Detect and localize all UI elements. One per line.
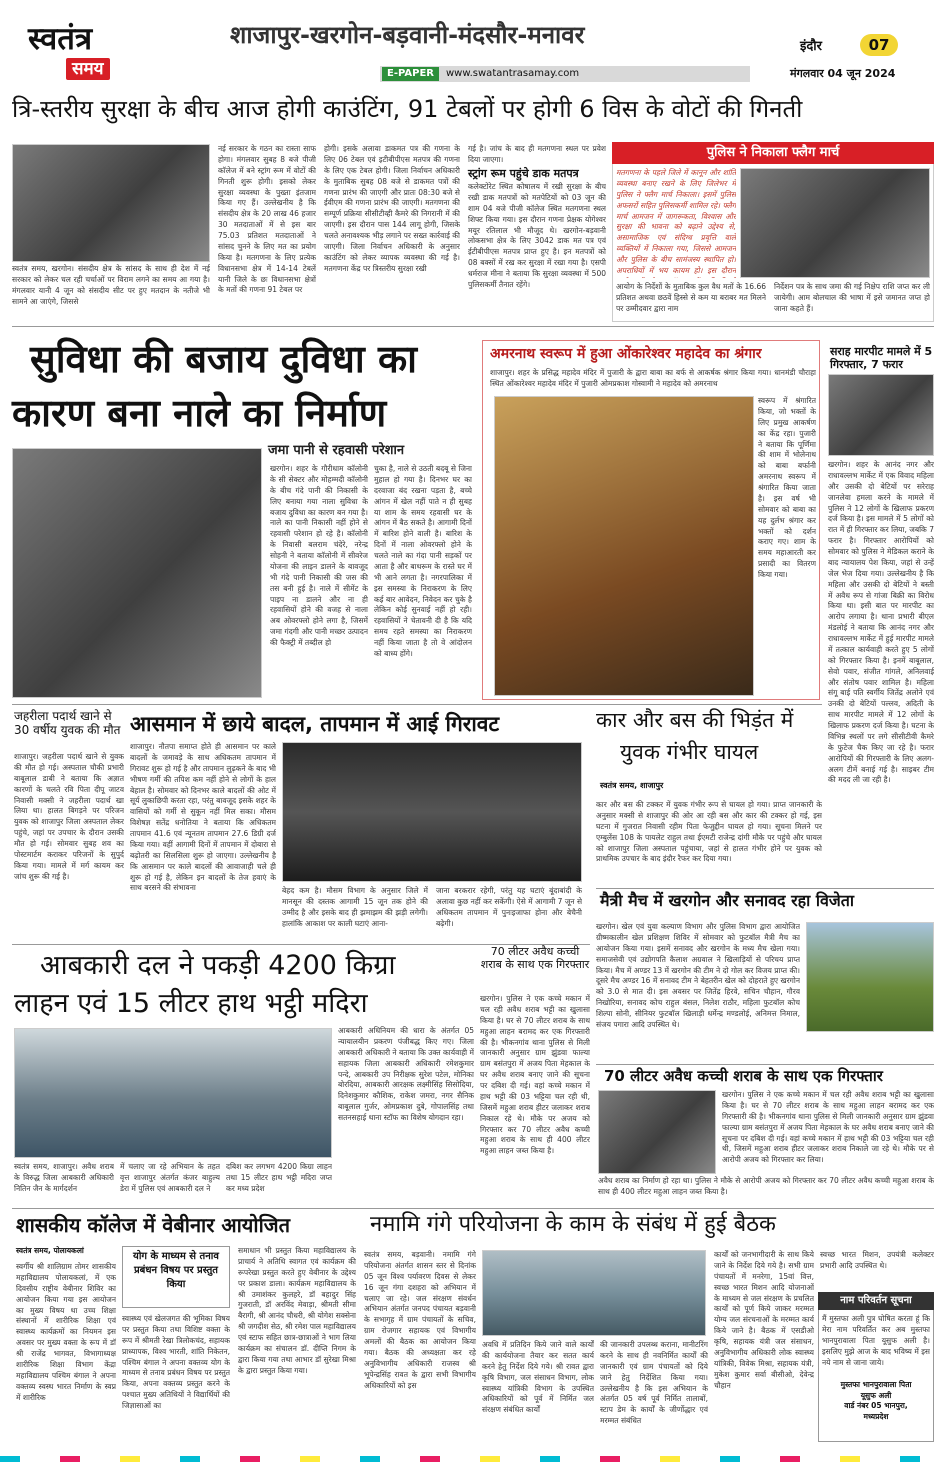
story11-photo	[598, 1090, 716, 1174]
color-marks	[0, 1456, 945, 1462]
story7-text: कार और बस की टक्कर में युवक गंभीर रूप से घायल हो गया। प्राप्त जानकारी के अनुसार मक्सी से शाजापुर की ओर आ रही बस और कार की टक्कर हो गई, इस घटना में गुजरात निवासी रहीम पिता फेजुद्दीन घायल हो गया। सूचना मिलने पर एम्बुलेंस 108 के पायलेट राहुल तथा ईएमटी राजेन्द्र दांगी मौके पर पहुंचे और घायल को शाजापुर जिला अस्पताल पहुंचाया, जहां से हालत गंभीर होने पर युवक को प्राथमिक उपचार के बाद इंदौर रैफर कर दिया गया।	[596, 800, 822, 864]
story7-headline-line2: युवक गंभीर घायल	[620, 740, 759, 764]
story4-text: खरगोन। शहर के आनंद नगर और राधावल्लभ मार्केट में एक विवाद महिला और उसकी दो बेटियों पर सरेराह जानलेवा हमला करने के मामले में पुलिस ने 12 लोगों के खिलाफ प्रकरण दर्ज किया है। इस मामले में 5 लोगों को रात में ही गिरफ्तार कर लिया, जबकि 7 फरार है। गिरफ्तार आरोपियों को सोमवार को पुलिस ने मेडिकल कराने के बाद न्यायालय पेश किया, जहां से उन्हें जेल भेज दिया गया। उल्लेखनीय है कि महिला और उसकी दो बेटियों ने बस्ती में अवैध रूप से गांजा बिक्री का विरोध किया था। इसी बात पर मारपीट का आरोप लगाया है। थाना प्रभारी बीएल मंडलोई ने बताया कि आनंद नगर और राधावल्लभ मार्केट में हुई मारपीट मामले में तत्काल कार्यवाही करते हुए 5 लोगों को गिरफ्तार किया है। इनमें बाबूलाल, सेवो पवार, संजीत गांगले, अनिलवाई और संतोष पवार शामिल है। महिला संगू बाई पति स्वर्गीय जितेंद्र अलोने एवं उनकी दो बेटियों पल्लव, अदिती के साथ मारपीट मामले में 12 लोगों के खिलाफ प्रकरण दर्ज किया है। घटना के विभिन्न स्थलों पर लगे सीसीटीवी कैमरे के फुटेज चैक किए जा रहे है। फरार आरोपियों की गिरफ्तारी के लिए अलग-अलग टीमें बनाई गई है। साइबर टीम की मदद ली जा रही है।	[828, 460, 934, 785]
signature-line: वार्ड नंबर 05 भानपुरा,	[844, 1401, 908, 1410]
edition-title: शाजापुर-खरगोन-बड़वानी-मंदसौर-मनावर	[230, 21, 585, 49]
story7-headline-line1: कार और बस की भिड़ंत में	[596, 708, 794, 732]
signature-line: यूसुफ अली	[860, 1390, 892, 1400]
story4-photo	[828, 374, 934, 456]
story6-col1: शाजापुर। नौतपा समाप्त होते ही आसमान पर काले बादलों के जमावड़े के साथ अधिकतम तापमान में गिरावट शुरू हो गई है और तापमान लुढ़कने के बाद भी भीषण गर्मी की तपिश कम नहीं होने से लोगों के हाल बेहाल है। सोमवार को दिनभर काले बादलों की ओट में सूर्य लुकाछिपी करता रहा, परंतु बावजूद इसके शहर के वासियों को गर्मी से सुकून नहीं मिल सका। मौसम विशेषज्ञ सतेंद्र धनोतिया ने बताया कि अधिकतम तापमान 41.6 एवं न्यूनतम तापमान 27.6 डिग्री दर्ज किया गया। वहीं आगामी दिनों में तापमान में दोबारा से बढ़ोतरी का सिलसिला शुरू हो जाएगा। उल्लेखनीय है कि आसमान पर काले बादलों की आवाजाही चले ही शुरू हो गई है, लेकिन इन बादलों के तेज हवाएं के साथ बरसने की संभावना	[130, 742, 276, 893]
story10-text: खरगोन। पुलिस ने एक कच्चे मकान में चल रही अवैध शराब भट्टी का खुलासा किया है। घर से 70 लीटर शराब के साथ महुआ लाहन बरामद कर एक गिरफ्तारी की है। भीकनगांव थाना पुलिस से मिली जानकारी अनुसार ग्राम झुंडवा फाल्या ग्राम बसंतपुरा में अजय पिता मेहकाल के घर अवैध शराब बनाए जाने की सूचना पर दबिश दी गई। वहां कच्चे मकान में हाथ भट्टी की 03 भट्टिया चल रही थी, जिसमें महुआ शराब हीटर जलाकर शराब निकाल रहे थे। मौके पर अजय को गिरफ्तार कर 70 लीटर अवैध कच्ची महुआ शराब के साथ ही 400 लीटर महुआ लाहन जब्त किया है।	[480, 994, 590, 1156]
story8-photo	[806, 922, 934, 1032]
police-box-photo	[740, 168, 930, 278]
story1-caption: स्वतंत्र समय, खरगोन। संसदीय क्षेत्र के सांसद के साथ ही देश में नई सरकार को लेकर चल रही चर्चाओं पर विराम लगने का समय आ गया है। मंगलवार यानी 4 जून को संसदीय सीट पर हुए मतदान के नतीजे भी सामने आ जाएंगे, जिससे	[12, 264, 210, 306]
police-box-text: मतगणना के पहले जिले में कानून और शांति व्यवस्था बनाए रखने के लिए जिलेभर में पुलिस ने फ्लैग मार्च निकाला। इसमें पुलिस अफसरों सहित पुलिसकर्मी शामिल रहे। फ्लैग मार्च आमजन में जागरूकता, विश्वास और सुरक्षा की भावना को बढ़ाने उद्देश्य से, असामाजिक एवं संदिग्ध प्रवृत्ति वाले व्यक्तियों में निकाला गया, जिससे आमजन और पुलिस के बीच सामंजस्य स्थापित हो। अपराधियों में भय कायम हो। इस दौरान	[616, 168, 736, 275]
story8-text: खरगोन। खेल एवं युवा कल्याण विभाग और पुलिस विभाग द्वारा आयोजित ग्रीष्मकालीन खेल प्रशिक्षण शिविर में सोमवार को फुटबॉल मैत्री मैच का आयोजन किया गया। इसमें सनावद और खरगोन के मध्य मैच खेला गया। समाजसेवी एवं उद्योगपति कैलाश अग्रवाल ने खिलाड़ियों से परिचय प्राप्त किया। मैच में अण्डर 13 में खरगोन की टीम ने दो गोल कर विजय प्राप्त की। दूसरे मैच अण्डर 16 में सनावद टीम ने बेहतरीन खेल को दोहराते हुए खरगोन को 3.0 से मात दी। इस अवसर पर जितेंद्र हिरवे, सचिन चौहान, गौरव निखोरिया, सनावद कोच राहुल बंसल, निलेश राठौर, महिला फुटबॉल कोच शिल्पा सोनी, सीनियर फुटबॉल खिलाड़ी धर्मेन्द्र मण्डलोई, अनिमत्त निमाल, संजय पगारा आदि उपस्थित थे।	[596, 922, 800, 1029]
logo[interactable]	[28, 22, 158, 84]
story1-col2: नई सरकार के गठन का रास्ता साफ होगा। मंगलवार सुबह 8 बजे पीजी कॉलेज में बने स्ट्रांग रूम में वोटों की गिनती शुरू होगी। इसको लेकर सुरक्षा व्यवस्था के पुख्ता इंतजाम किया गए हैं। उल्लेखनीय है कि संसदीय क्षेत्र के 20 लाख 46 हजार 30 मतदाताओं में से इस बार 75.03 प्रतिशत मतदाताओं ने सांसद चुनने के लिए मत का प्रयोग किया है। मतगणना के लिए प्रत्येक विधानसभा क्षेत्र में 14-14 टेबलें यानी जिले के छः विधानसभा क्षेत्रों के मतों की गणना 91 टेबल पर	[218, 144, 316, 295]
divider	[12, 704, 822, 705]
story7-byline: स्वतंत्र समय, शाजापुर	[600, 781, 664, 790]
story12-byline: स्वतंत्र समय, पोलायकलां	[16, 1246, 84, 1255]
story3-side: स्वरूप में श्रंगारित किया, जो भक्तों के लिए प्रमुख आकर्षण का केंद्र रहा। पुजारी ने बताया कि पूर्णिमा की शाम में भोलेनाथ को बाबा बर्फानी अमरनाथ स्वरूप में श्रंगारित किया जाता है। इस वर्ष भी सोमवार को बाबा का यह दुर्लभ श्रंगार कर भक्तों को दर्शन कराए गए। शाम के समय महाआरती कर प्रसादी का वितरण किया गया।	[758, 396, 816, 579]
divider	[596, 1064, 934, 1065]
story3-photo	[494, 396, 754, 696]
story11-headline: 70 लीटर अवैध कच्ची शराब के साथ एक गिरफ्तार	[604, 1067, 883, 1085]
story1-headline: त्रि-स्तरीय सुरक्षा के बीच आज होगी काउंटिंग, 91 टेबलों पर होगी 6 विस के वोटों की गिनती	[12, 95, 803, 123]
story13-col5: स्वच्छ भारत मिशन, उपयंत्री कलेक्टर प्रभारी आदि उपस्थित थे।	[820, 1250, 934, 1270]
story12-box-title: योग के माध्यम से तनाव प्रबंधन विषय पर प्रस्तुत किया	[133, 1251, 219, 1290]
story11-caption: अवैध शराब का निर्माण हो रहा था। पुलिस ने मौके से आरोपी अजय को गिरफ्तार कर 70 लीटर अवैध कच्ची महुआ शराब के साथ ही 400 लीटर महुआ लाहन जब्त किया है।	[598, 1176, 934, 1196]
police-box-col2: निर्देशन पत्र के साथ जमा की गई निक्षेप राशि जप्त कर ली जायेगी। आम बोलचाल की भाषा में इसे जमानत जप्त हो जाना कहते हैं।	[774, 282, 930, 313]
story8-headline: मैत्री मैच में खरगोन और सनावद रहा विजेता	[600, 891, 855, 910]
divider	[12, 326, 934, 327]
story6-col3: जाना बरकरार रहेगी, परंतु यह घटाएं बूंदाबांदी के अलावा कुछ नहीं कर सकेंगी। ऐसे में आगामी 7 जून से अधिकतम तापमान में पुनःइजाफा होना और बेचैनी बढ़ेगी।	[436, 886, 582, 928]
story6-col2: बेहद कम है। मौसम विभाग के अनुसार जिले में मानसून की दस्तक आगामी 15 जून तक होने की उम्मीद है और इसके बाद ही झमाझम की झड़ी लगेगी। हालांकि आकाश पर काली घटाएं आना-	[282, 886, 428, 928]
signature-line: मध्यप्रदेश	[863, 1411, 889, 1421]
story2-photo	[12, 448, 262, 698]
story9-caption-b: में चलाए जा रहे अभियान के तहत वृत्त शाजापुर अंतर्गत कंजर बाहुल्य डेरा में पुलिस एवं आबकारी दल ने	[120, 1162, 220, 1193]
epaper-label: E-PAPER	[382, 67, 439, 81]
story10-headline: 70 लीटर अवैध कच्ची शराब के साथ एक गिरफ्तार	[480, 945, 590, 971]
story9-photo	[14, 1028, 332, 1158]
story4-headline: सराह मारपीट मामले में 5 गिरफ्तार, 7 फरार	[830, 345, 933, 371]
story3-intro: शाजापुर। शहर के प्रसिद्ध महादेव मंदिर में पुजारी के द्वारा बाबा का बर्फ से आकर्षक श्रंगार किया गया। धानमंडी चौराहा स्थित ओंकारेश्वर महादेव मंदिर में पुजारी ओमप्रकाश गोस्वामी ने महादेव को अमरनाथ	[490, 368, 816, 388]
story1-photo	[12, 144, 210, 262]
divider	[12, 1208, 934, 1209]
police-box-col1: आयोग के निर्देशों के मुताबिक कुल वैध मतों के 16.66 प्रतिशत अथवा छठवें हिस्से से कम या बराबर मत मिलने पर उम्मीदवार द्वारा नाम	[616, 282, 766, 313]
site-url[interactable]: www.swatantrasamay.com	[446, 68, 580, 79]
story1-col4: कलेक्टोरेट स्थित कोषालय में रखी सुरक्षा के बीच रखी डाक मतपत्रों को मतपेटियों को 03 जून की शाम 04 बजे पीजी कॉलेज स्थित मतगणना स्थल शिफ्ट किया गया। इस दौरान गणना प्रेक्षक योगेश्वर मयूर रतिलाल भी मौजूद थे। खरगोन-बड़वानी लोकसभा क्षेत्र के लिए 3042 डाक मत पत्र एवं ईटीबीपीएस मतपत्र प्राप्त हुए है। इन मतपत्रों को 08 बक्सों में रख कर सुरक्षा में रखा गया है। एसपी धर्मराज मीना ने बताया कि सुरक्षा व्यवस्था में 500 पुलिसकर्मी तैनात रहेंगे।	[468, 182, 606, 289]
story12-col1: स्वर्गीय श्री शालिग्राम तोमर शासकीय महाविद्यालय पोलायकलां, में एक दिवसीय राष्ट्रीय वेबीनार शिविर का आयोजन किया गया इस आयोजन का मुख्य विषय था उच्च शिक्षा संस्थानों में शारीरिक शिक्षा एवं स्वास्थ्य कार्यक्रमों का नियमन इस अवसर पर मुख्य वक्ता के रूप में डॉ श्री राजेंद्र भागवत, विभागाध्यक्ष शारीरिक शिक्षा विभाग केंद्रा महाविद्यालय पश्चिम बंगाल ने अपना वक्तव्य स्वस्थ भारत निर्माण के स्वप्न में शारीरिक	[16, 1262, 116, 1402]
name-change-title: नाम परिवर्तन सूचना	[818, 1292, 934, 1310]
story13-col4: कार्यों को जनभागीदारी के साथ किये जाने के निर्देश दिये गये है। सभी ग्राम पंचायतों में मनरेगा, 15वां वित्त, स्वच्छ भारत मिशन आदि योजनाओं के माध्यम से जल संरक्षण के प्रचलित कार्यों को पूर्ण किये जाकर मरम्मत योग्य जल संरचनाओं के मरम्मत कार्य किये जाने है। बैठक में एसडीओ कृषि, सहायक यंत्री जल संसाधन, अनुविभागीय अधिकारी लोक स्वास्थ्य यांत्रिकी, विवेक मिश्रा, सहायक यंत्री, मुकेश कुमार सर्वा बीसीओ, देवेन्द्र चौहान	[714, 1250, 814, 1390]
logo-bottom: समय	[66, 58, 110, 80]
story2-headline-line1: सुविधा की बजाय दुविधा का	[30, 337, 417, 381]
story1-subhead: स्ट्रांग रूम पहुंचे डाक मतपत्र	[468, 167, 579, 180]
story12-col3: समाधान भी प्रस्तुत किया महाविद्यालय के प्राचार्य ने अतिथि स्वागत एवं कार्यक्रम की रूपरेखा प्रस्तुत करते हुए वेबीनार के उद्देश्य पर प्रकाश डाला। कार्यक्रम महाविद्यालय के श्री उमाशंकर कुलहरे, डॉ बहादुर सिंह गुजराती, डॉ अरविंद मेवाड़ा, श्रीमती सीमा बैरागी, श्री आनंद चौधरी, श्री योगेश सक्सेना श्री जगदीश सेठ, श्री रमेश पाल महाविद्यालय एवं स्टाफ सहित छात्र-छात्राओं ने भाग लिया कार्यक्रम का संचालन डॉ. दीप्ति निगम के द्वारा किया गया तथा आभार डॉ सुरेखा मिश्रा के द्वारा प्रस्तुत किया गया।	[238, 1246, 356, 1375]
story13-col2: अवधि में प्रतिदिन किये जाने वाले कार्यों की कार्ययोजना तैयार कर सतत कार्य करने हेतु निर्देश दिये गये। श्री रावत द्वारा कृषि विभाग, जल संसाधन विभाग, लोक स्वास्थ्य यांत्रिकी विभाग के उपस्थित अधिकारियों को पूर्व में निर्मित जल संरक्षण संबंधित कार्यों	[482, 1340, 594, 1415]
story9-headline-line2: लाहन एवं 15 लीटर हाथ भट्ठी मदिरा	[14, 988, 368, 1019]
story2-col2: चुका है, नाले से उठती बदबू से जिना मुहाल हो गया है। दिनभर घर का दरवाजा बंद रखना पड़ता है, बच्चे आंगन में खेल नहीं पाते न ही सुबह या शाम के समय रहवासी घर के आंगन में बैठ सकते है। आगामी दिनों में बारिश होने वाली है। बारिश के दिनों में नाला ओवरफ्लो होने के चलते नाले का गंदा पानी सड़कों पर आता है और बाथरूम के रास्ते घर में भी आने लगता है। नगरपालिका में इस समस्या के निराकरण के लिए कई बार आवेदन, निवेदन कर चुके है लेकिन कोई सुनवाई नहीं हो रही। रहवासियों ने चेतावनी दी है कि यदि समय रहते समस्या का निराकरण नहीं किया जाता है तो वे आंदोलन को बाध्य होंगे।	[374, 464, 472, 658]
story13-photo	[482, 1250, 706, 1336]
story12-headline: शासकीय कॉलेज में वेबीनार आयोजित	[16, 1213, 291, 1237]
story5-text: शाजापुर। जहरीला पदार्थ खाने से युवक की मौत हो गई। अस्पताल चौकी प्रभारी बाबूलाल डाबी ने बताया कि अज्ञात कारणों के चलते रवि पिता दीपू जाटव निवासी मक्सी ने जहरीला पदार्थ खा लिया था। हालत बिगड़ने पर परिजन युवक को शाजापुर जिला अस्पताल लेकर पहुंचे, जहां पर उपचार के दौरान उसकी मौत हो गई। सोमवार सुबह शव का पोस्टमार्टम कराकर परिजनों के सुपुर्द किया गया। मामले में मर्ग कायम कर जांच शुरू की गई है।	[14, 752, 124, 881]
name-change-signature	[822, 1380, 930, 1422]
story6-photo	[282, 742, 582, 882]
story2-subhead: जमा पानी से रहवासी परेशान	[268, 443, 405, 458]
logo-top: स्वतंत्र	[28, 21, 93, 57]
police-box-title: पुलिस ने निकाला फ्लैग मार्च	[612, 142, 934, 164]
story9-caption-c: दबिश कर लगभग 4200 किग्रा लाहन तथा 15 लीटर हाथ भट्ठी मदिरा जप्त कर मध्य प्रदेश	[226, 1162, 332, 1193]
story3-headline: अमरनाथ स्वरूप में हुआ ओंकारेश्वर महादेव का श्रंगार	[490, 346, 762, 362]
signature-line: मुस्तफा भानपुरावाला पिता	[840, 1380, 912, 1389]
story6-headline: आसमान में छाये बादल, तापमान में आई गिरावट	[130, 712, 500, 736]
story9-caption-a: स्वतंत्र समय, शाजापुर। अवैध शराब के विरुद्ध जिला आबकारी अधिकारी नितिन जैन के मार्गदर्शन	[14, 1162, 114, 1193]
story13-col3: की जानकारी उपलब्ध कराना, मानीटरिंग करने के साथ ही नवनिर्मित कार्यों की जानकारी एवं ग्राम पंचायतों को दिये जाने हेतु निर्देशित किया गया। उल्लेखनीय है कि इस अभियान के अंतर्गत 05 वर्ष पूर्व निर्मित तालाबों, स्टाप डेम के कार्यों के जीर्णोद्धार एवं मरम्मत संबंधित	[600, 1340, 708, 1426]
divider	[596, 888, 934, 889]
name-change-text: मैं मुस्तफा अली पुत्र घोषित करता हूं कि मेरा नाम परिवर्तित कर अब मुस्तफा भानपुरावाला पिता यूसुफ अली है। इसलिए मुझे आज के बाद भविष्य में इस नये नाम से जाना जाये।	[822, 1314, 930, 1367]
city-label: इंदौर	[800, 39, 822, 54]
story2-headline-line2: कारण बना नाले का निर्माण	[12, 391, 387, 435]
issue-date: मंगलवार 04 जून 2024	[790, 67, 896, 80]
story9-col-right: आबकारी अधिनियम की धारा के अंतर्गत 05 न्यायालयीन प्रकरण पंजीबद्ध किए गए। जिला आबकारी अधिकारी ने बताया कि उक्त कार्यवाही में सहायक जिला आबकारी अधिकारी रमेशकुमार पन्दे, आबकारी उप निरीक्षक सुरेश पटेल, मोनिका बोरदिया, आबकारी आरक्षक लक्ष्मीसिंह सिसोदिया, दिनेशकुमार कौशिक, राकेश जमरा, नगर सैनिक बाबूलाल गुर्जर, ओमप्रकाश दुबे, गोपालसिंह तथा सतनसहाई थाना स्टॉफ का विशेष योगदान रहा।	[338, 1026, 474, 1122]
page-number: 07	[860, 34, 898, 56]
story1-col3: होगी। इसके अलावा डाकमत पत्र की गणना के लिए 06 टेबल एवं इटीबीपीएस मतपत्र की गणना के लिए एक टेबल होगी। जिला निर्वाचन अधिकारी के मुताबिक सुबह 08 बजे से डाकमत पत्रों की गणना प्रारंभ की जाएगी और प्रातः 08:30 बजे से ईवीएम की गणना प्रारंभ की जाएगी। मतगणना की सम्पूर्ण प्रक्रिया सीसीटीव्ही कैमरे की निगरानी में की जाएगी। इस दौरान पास 144 लागू होगी, जिसके चलते अनावश्यक भीड़ लगाने पर सख्त कार्रवाई की जाएगी। जिला निर्वाचन अधिकारी के अनुसार काउंटिंग को लेकर व्यापक व्यवस्था की गई है। मतगणना केंद्र पर त्रिस्तरीय सुरक्षा रखी	[324, 144, 460, 273]
story11-text: खरगोन। पुलिस ने एक कच्चे मकान में चल रही अवैध शराब भट्टी का खुलासा किया है। घर से 70 लीटर शराब के साथ महुआ लाहन बरामद कर एक गिरफ्तारी की है। भीकनगांव थाना पुलिस से मिली जानकारी अनुसार ग्राम झुंडवा फाल्या ग्राम बसंतपुरा में अजय पिता मेहकाल के घर अवैध शराब बनाए जाने की सूचना पर दबिश दी गई। वहां कच्चे मकान में हाथ भट्टी की 03 भट्टिया चल रही थी, जिसमें महुआ शराब हीटर जलाकर शराब निकाले जा रहे थे। मौके पर से आरोपी अजय को गिरफ्तार कर लिया।	[722, 1090, 934, 1165]
story1-col4-intro: गई है। जांच के बाद ही मतगणना स्थल पर प्रवेश दिया जाएगा।	[468, 144, 606, 164]
story13-headline: नमामि गंगे परियोजना के काम के संबंध में हुई बैठक	[370, 1212, 776, 1237]
masthead	[0, 0, 945, 90]
story9-headline-line1: आबकारी दल ने पकड़ी 4200 किग्रा	[40, 950, 396, 981]
story5-headline: जहरीला पदार्थ खाने से 30 वर्षीय युवक की मौत	[14, 709, 121, 737]
story13-col1: स्वतंत्र समय, बड़वानी। नमामि गंगे परियोजना अंतर्गत शासन स्तर से दिनांक 05 जून विश्व पर्यावरण दिवस से लेकर 16 जून गंगा दशहरा को अभियान में चलाए जा रहे। जल संरक्षण संवर्धन अभियान अंतर्गत जनपद पंचायत बड़वानी के सभागृह में ग्राम पंचायतों के सचिव, ग्राम रोजगार सहायक एवं विभागीय अमलों की बैठक का आयोजन किया गया। बैठक की अध्यक्षता कर रहे अनुविभागीय अधिकारी राजस्व श्री भूपेन्द्रसिंह रावत के द्वारा सभी विभागीय अधिकारियों को इस	[364, 1250, 476, 1390]
story2-col1: खरगोन। शहर के गौरीधाम कॉलोनी के सी सेक्टर और मोहम्मदी कॉलोनी के बीच गंदे पानी की निकासी के लिए बनाया गया नाला सुविधा के बजाय दुविधा का कारण बन गया है। नाले का पानी निकासी नहीं होने से रहवासी परेशान हो रहे है। कॉलोनी के निवासी बलराम चंदेरे, नरेन्द्र सोहनी ने बताया कॉलोनी में सीवरेज योजना की लाइन डालने के बावजूद भी गंदे पानी निकासी की जस की तस बनी हुई है। नाले में सीमेंट के पाइप ना डालने और ना ही रहवासियों होने की वजह से नाला अब ओवरफ्लो होने लगा है, जिसमें जमा गंदगी और पानी मच्छर उत्पादन की फैक्ट्री में तब्दील हो	[270, 464, 368, 647]
story12-col2: स्वास्थ्य एवं खेलजगत की भूमिका विषय पर प्रस्तुत किया तथा विशिष्ट वक्ता के रूप में श्रीमती रेखा त्रिलोकचंद, सहायक प्राध्यापक, विश्व भारती, शांति निकेतन, पश्चिम बंगाल ने अपना वक्तव्य योग के माध्यम से तनाव प्रबंधन विषय पर प्रस्तुत किया, अपना वक्तव्य प्रस्तुत करने के पश्चात मुख्य अतिथियों ने विद्यार्थियों की जिज्ञासाओं का	[122, 1314, 230, 1410]
